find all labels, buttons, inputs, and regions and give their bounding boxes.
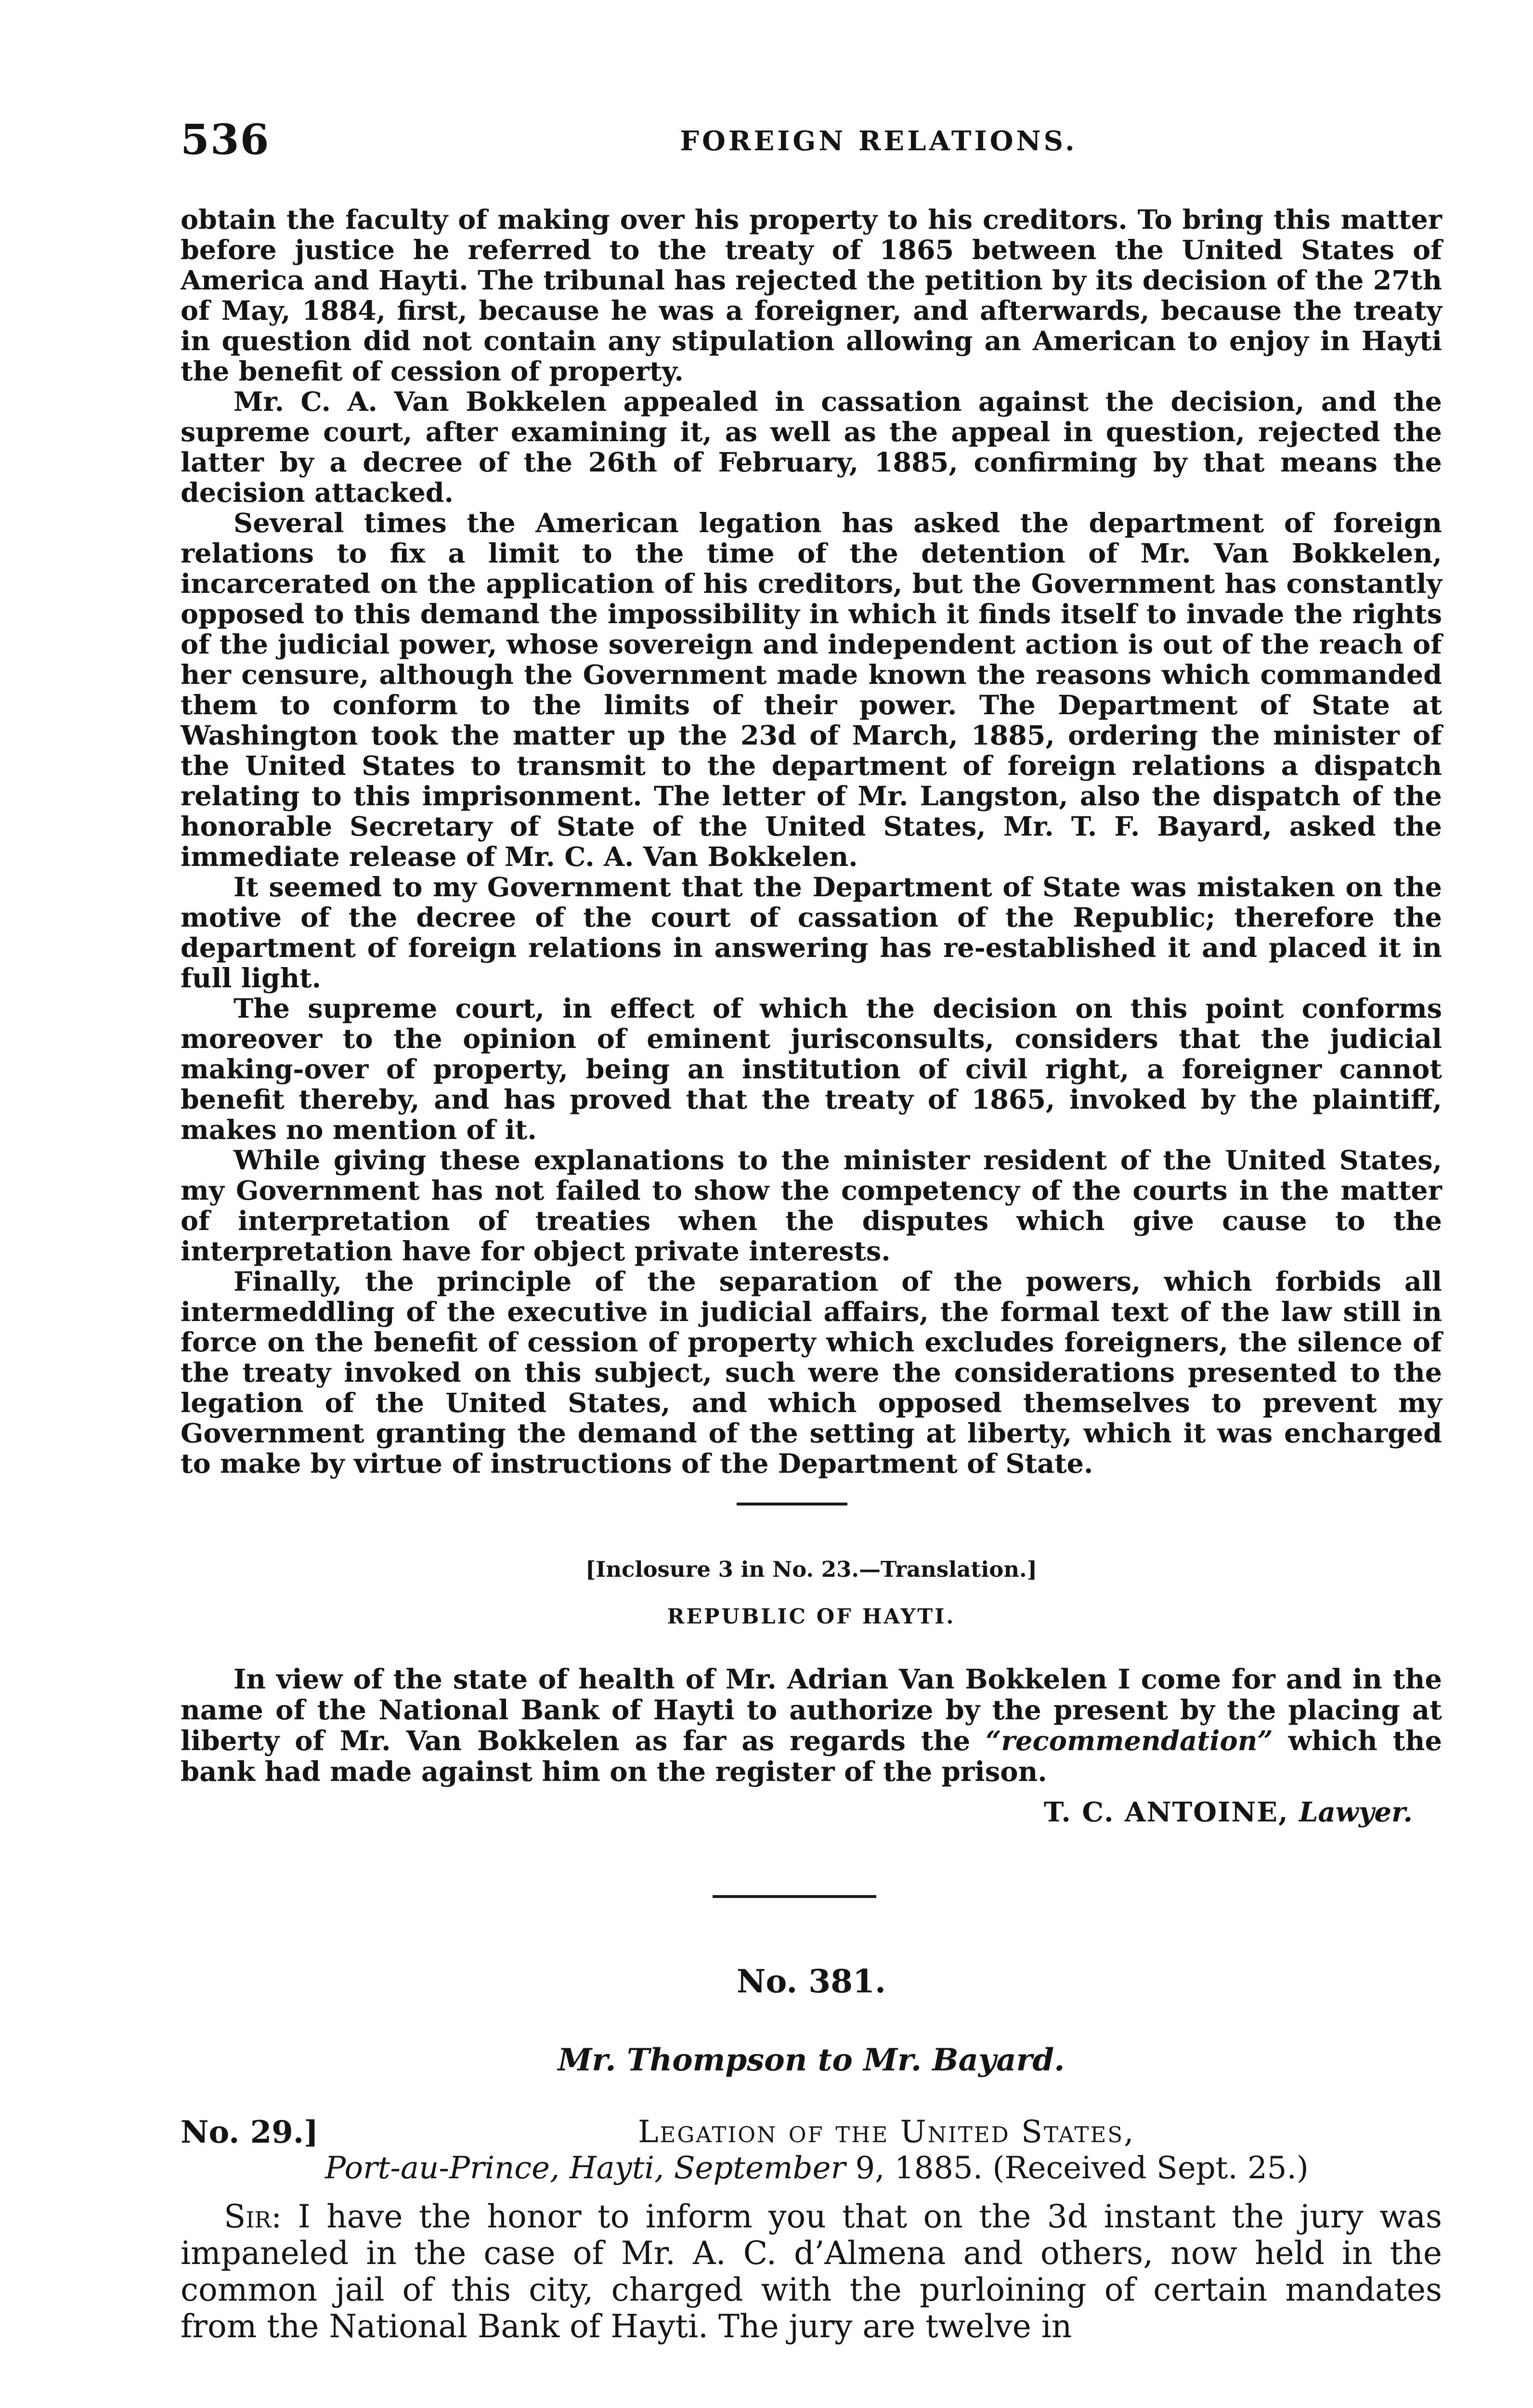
signature-title: Lawyer. bbox=[1299, 1796, 1413, 1828]
dispatch-header bbox=[181, 2114, 1442, 2186]
section-divider bbox=[737, 1503, 847, 1505]
inclosure-caption: [Inclosure 3 in No. 23.—Translation.] bbox=[585, 1557, 1037, 1582]
page-number: 536 bbox=[181, 116, 270, 164]
paragraph-7: Finally, the principle of the separation of the powers, which forbids all intermeddling of the executive in judicial affairs, the formal text of the law still in force on the benefit of cession of property which excludes foreigners, the silence of the treaty invoked on this subject, such were the considerations presented to the legation of the United States, and which opposed themselves to prevent my Government granting the demand of the setting at liberty, which it was encharged to make by virtue of instructions of the Department of State. bbox=[181, 1266, 1442, 1479]
place-name: Port-au-Prince, Hayti, bbox=[325, 2150, 664, 2186]
section-divider-2 bbox=[713, 1895, 876, 1898]
inclosure-title: REPUBLIC OF HAYTI. bbox=[667, 1605, 956, 1629]
signature-name: T. C. ANTOINE, bbox=[1043, 1796, 1289, 1828]
main-text bbox=[181, 205, 1442, 1479]
paragraph-2: Mr. C. A. Van Bokkelen appealed in cassation against the decision, and the supreme court, after examining it, as well as the appeal in question, rejected the latter by a decree of the 26th of February, 1885, confirming by that means the decision attacked. bbox=[181, 386, 1442, 509]
dispatch-file-number: No. 29.] bbox=[181, 2114, 319, 2150]
inclosure-quoted-term: “recommendation” bbox=[986, 1725, 1273, 1757]
running-title: FOREIGN RELATIONS. bbox=[680, 125, 1078, 157]
received-date: (Received Sept. 25.) bbox=[992, 2150, 1309, 2186]
place-date-line bbox=[325, 2150, 1309, 2186]
dispatch-paragraph bbox=[181, 2199, 1442, 2345]
document-number-heading: No. 381. bbox=[737, 1963, 886, 2000]
salutation: Sir: bbox=[224, 2198, 282, 2235]
dispatch-body bbox=[181, 2199, 1442, 2345]
paragraph-3: Several times the American legation has asked the department of foreign relations to fix a limit to the time of the detention of Mr. Van Bokkelen, incarcerated on the application of his creditors, but the Government has constantly opposed to this demand the impossibility in which it finds itself to invade the rights of the judicial power, whose sovereign and independent action is out of the reach of her censure, although the Government made known the reasons which commanded them to conform to the limits of their power. The Department of State at Washington took the matter up the 23d of March, 1885, ordering the minister of the United States to transmit to the department of foreign relations a dispatch relating to this imprisonment. The letter of Mr. Langston, also the dispatch of the honorable Secretary of State of the United States, Mr. T. F. Bayard, asked the immediate release of Mr. C. A. Van Bokkelen. bbox=[181, 508, 1442, 873]
inclosure-text-after: which the bank had made against him on the register of the prison. bbox=[181, 1725, 1442, 1788]
legation-name: Legation of the United States, bbox=[638, 2114, 1135, 2150]
page-header bbox=[181, 116, 1442, 169]
date-rest: 9, 1885. bbox=[855, 2150, 983, 2186]
paragraph-6: While giving these explanations to the minister resident of the United States, my Government has not failed to show the competency of the courts in the matter of interpretation of treaties when the disputes which give cause to the interpretation have for object private interests. bbox=[181, 1145, 1442, 1267]
inclosure-text-before: In view of the state of health of Mr. Adrian Van Bokkelen I come for and in the name of the National Bank of Hayti to authorize by the present by the placing at liberty of Mr. Van Bokkelen as far as regards the bbox=[181, 1663, 1442, 1757]
inclosure-paragraph bbox=[181, 1664, 1442, 1787]
signature bbox=[1044, 1796, 1413, 1828]
correspondents-heading: Mr. Thompson to Mr. Bayard. bbox=[558, 2042, 1065, 2078]
paragraph-4: It seemed to my Government that the Department of State was mistaken on the motive of the decree of the court of cassation of the Republic; therefore the department of foreign relations in answering has re-established it and placed it in full light. bbox=[181, 872, 1442, 994]
inclosure-text bbox=[181, 1664, 1442, 1787]
date-month: September bbox=[674, 2150, 846, 2186]
dispatch-first-paragraph: I have the honor to inform you that on the 3d instant the jury was impaneled in the case of Mr. A. C. d’Almena and others, now held in the common jail of this city, charged with the purloining of certain mandates from the National Bank of Hayti. The jury are twelve in bbox=[181, 2198, 1442, 2345]
paragraph-1: obtain the faculty of making over his property to his creditors. To bring this matter before justice he referred to the treaty of 1865 between the United States of America and Hayti. The tribunal has rejected the petition by its decision of the 27th of May, 1884, first, because he was a foreigner, and afterwards, because the treaty in question did not contain any stipulation allowing an American to enjoy in Hayti the benefit of cession of property. bbox=[181, 204, 1442, 387]
paragraph-5: The supreme court, in effect of which the decision on this point conforms moreover to the opinion of eminent jurisconsults, considers that the judicial making-over of property, being an institution of civil right, a foreigner cannot benefit thereby, and has proved that the treaty of 1865, invoked by the plaintiff, makes no mention of it. bbox=[181, 993, 1442, 1146]
